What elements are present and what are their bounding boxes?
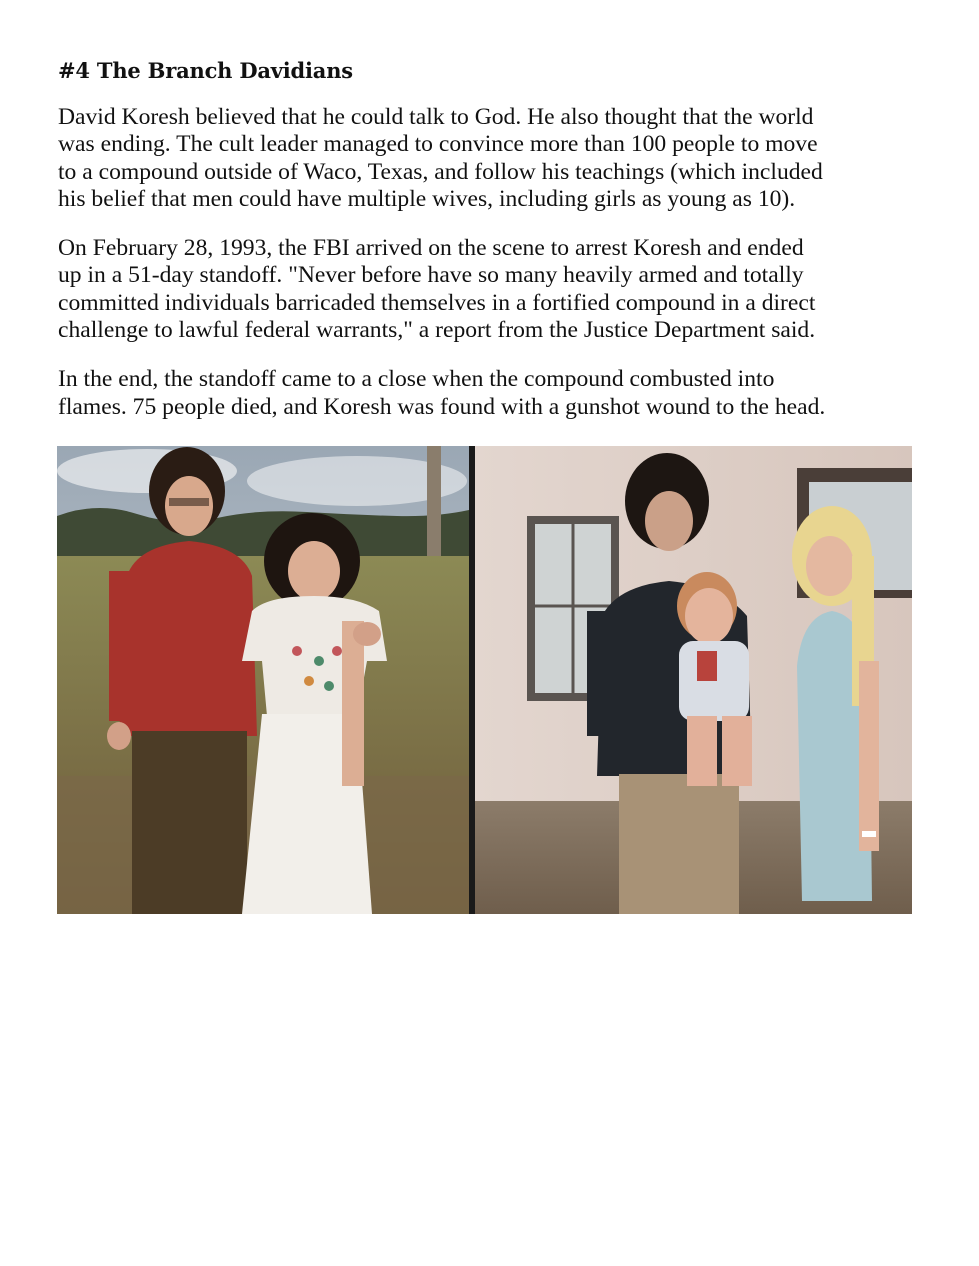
paragraph-line: his belief that men could have multiple wives, including girls as young as 10). bbox=[58, 185, 796, 212]
paragraph-line: challenge to lawful federal warrants," a report from the Justice Department said. bbox=[58, 317, 816, 344]
paragraph-line: In the end, the standoff came to a close when the compound combusted into bbox=[58, 366, 775, 393]
paragraph-line: up in a 51-day standoff. "Never before have so many heavily armed and totally bbox=[58, 262, 804, 289]
left-photo-panel bbox=[57, 446, 469, 914]
paragraph-line: flames. 75 people died, and Koresh was found with a gunshot wound to the head. bbox=[58, 393, 826, 420]
article-heading: #4 The Branch Davidians bbox=[58, 58, 353, 83]
paragraph-3 bbox=[58, 366, 918, 421]
article-photo bbox=[57, 446, 912, 914]
paragraph-line: committed individuals barricaded themselves in a fortified compound in a direct bbox=[58, 289, 816, 316]
paragraph-line: was ending. The cult leader managed to convince more than 100 people to move bbox=[58, 131, 818, 158]
paragraph-line: On February 28, 1993, the FBI arrived on the scene to arrest Koresh and ended bbox=[58, 235, 804, 262]
right-photo-panel bbox=[475, 446, 912, 914]
paragraph-line: David Koresh believed that he could talk to God. He also thought that the world bbox=[58, 104, 814, 130]
paragraph-1 bbox=[58, 104, 918, 213]
paragraph-2 bbox=[58, 235, 918, 344]
paragraph-line: to a compound outside of Waco, Texas, and follow his teachings (which included bbox=[58, 158, 823, 185]
article bbox=[58, 56, 918, 443]
